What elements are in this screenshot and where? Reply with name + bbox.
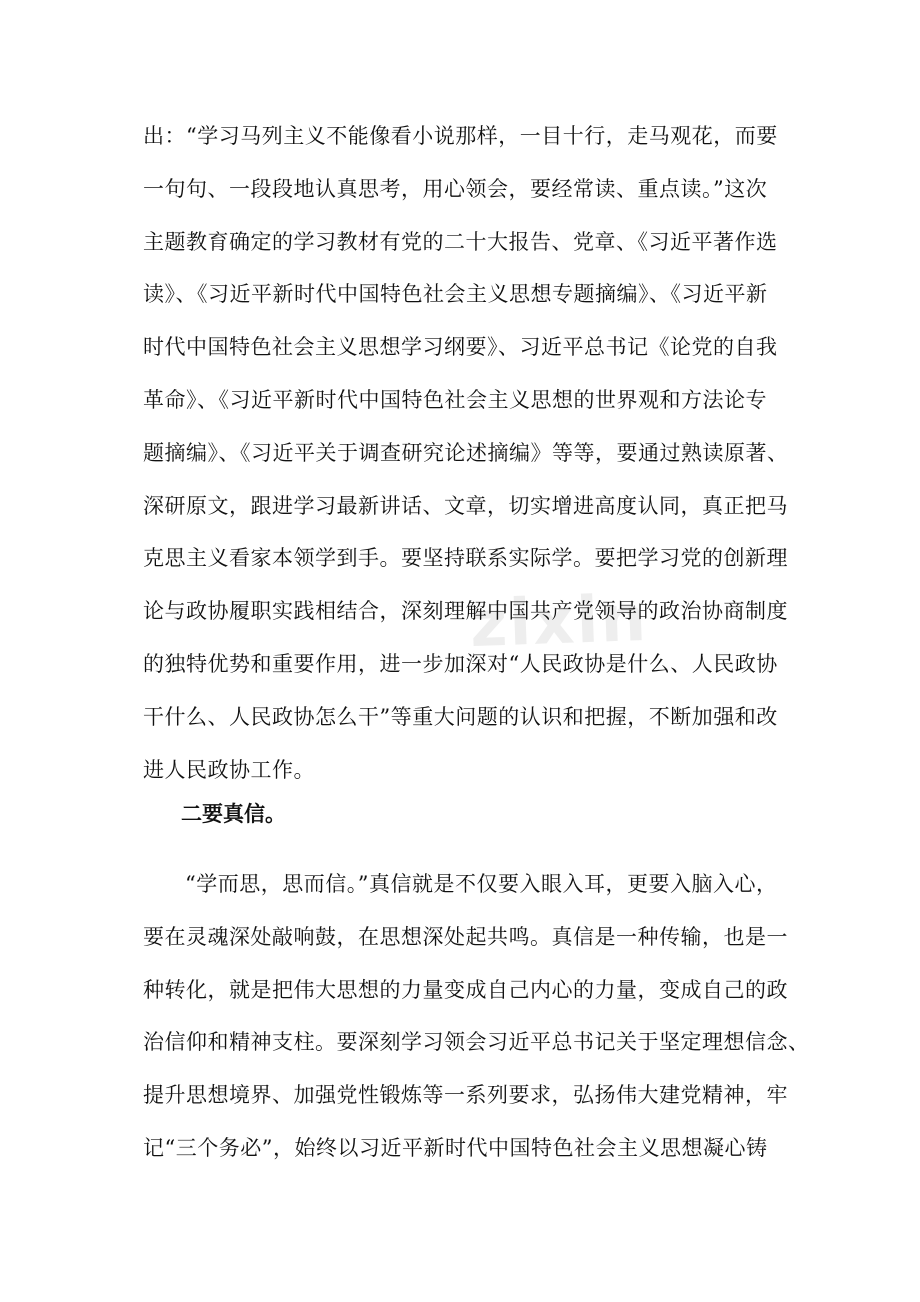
section-heading: 二要真信。: [181, 802, 286, 826]
text-line: 干什么、人民政协怎么干”等重大问题的认识和把握，不断加强和改: [143, 704, 778, 729]
text-line: 要在灵魂深处敲响鼓，在思想深处起共鸣。真信是一种传输，也是一: [143, 924, 788, 949]
watermark-text: zixin: [468, 581, 650, 663]
text-line: 克思主义看家本领学到手。要坚持联系实际学。要把学习党的创新理: [143, 546, 788, 571]
text-line: 主题教育确定的学习教材有党的二十大报告、党章、《习近平著作选: [143, 229, 778, 254]
text-line: 治信仰和精神支柱。要深刻学习领会习近平总书记关于坚定理想信念、: [143, 1030, 810, 1055]
text-line: 进人民政协工作。: [143, 757, 315, 782]
text-line: 一句句、一段段地认真思考，用心领会，要经常读、重点读。”这次: [143, 176, 768, 201]
text-line: 题摘编》、《习近平关于调查研究论述摘编》等等，要通过熟读原著、: [143, 440, 789, 465]
text-line: 种转化，就是把伟大思想的力量变成自己内心的力量，变成自己的政: [143, 977, 788, 1002]
text-line: 革命》、《习近平新时代中国特色社会主义思想的世界观和方法论专: [143, 387, 767, 412]
text-line: 出：“学习马列主义不能像看小说那样，一目十行，走马观花，而要: [143, 124, 778, 148]
text-line: 的独特优势和重要作用，进一步加深对“人民政协是什么、人民政协: [143, 651, 778, 676]
text-line: 深研原文，跟进学习最新讲话、文章，切实增进高度认同，真正把马: [143, 493, 788, 518]
text-line: 论与政协履职实践相结合，深刻理解中国共产党领导的政治协商制度: [143, 599, 788, 624]
text-line: 读》、《习近平新时代中国特色社会主义思想专题摘编》、《习近平新: [143, 282, 768, 307]
text-line: “学而思，思而信。”真信就是不仅要入眼入耳，更要入脑入心，: [185, 872, 778, 896]
text-line: 时代中国特色社会主义思想学习纲要》、习近平总书记《论党的自我: [143, 335, 778, 360]
paragraph-true-belief: [143, 858, 810, 1175]
text-line: 记“三个务必”，始终以习近平新时代中国特色社会主义思想凝心铸: [143, 1135, 768, 1160]
text-line: 提升思想境界、加强党性锻炼等一系列要求，弘扬伟大建党精神，牢: [143, 1083, 788, 1108]
paragraph-study-materials: [143, 110, 793, 796]
